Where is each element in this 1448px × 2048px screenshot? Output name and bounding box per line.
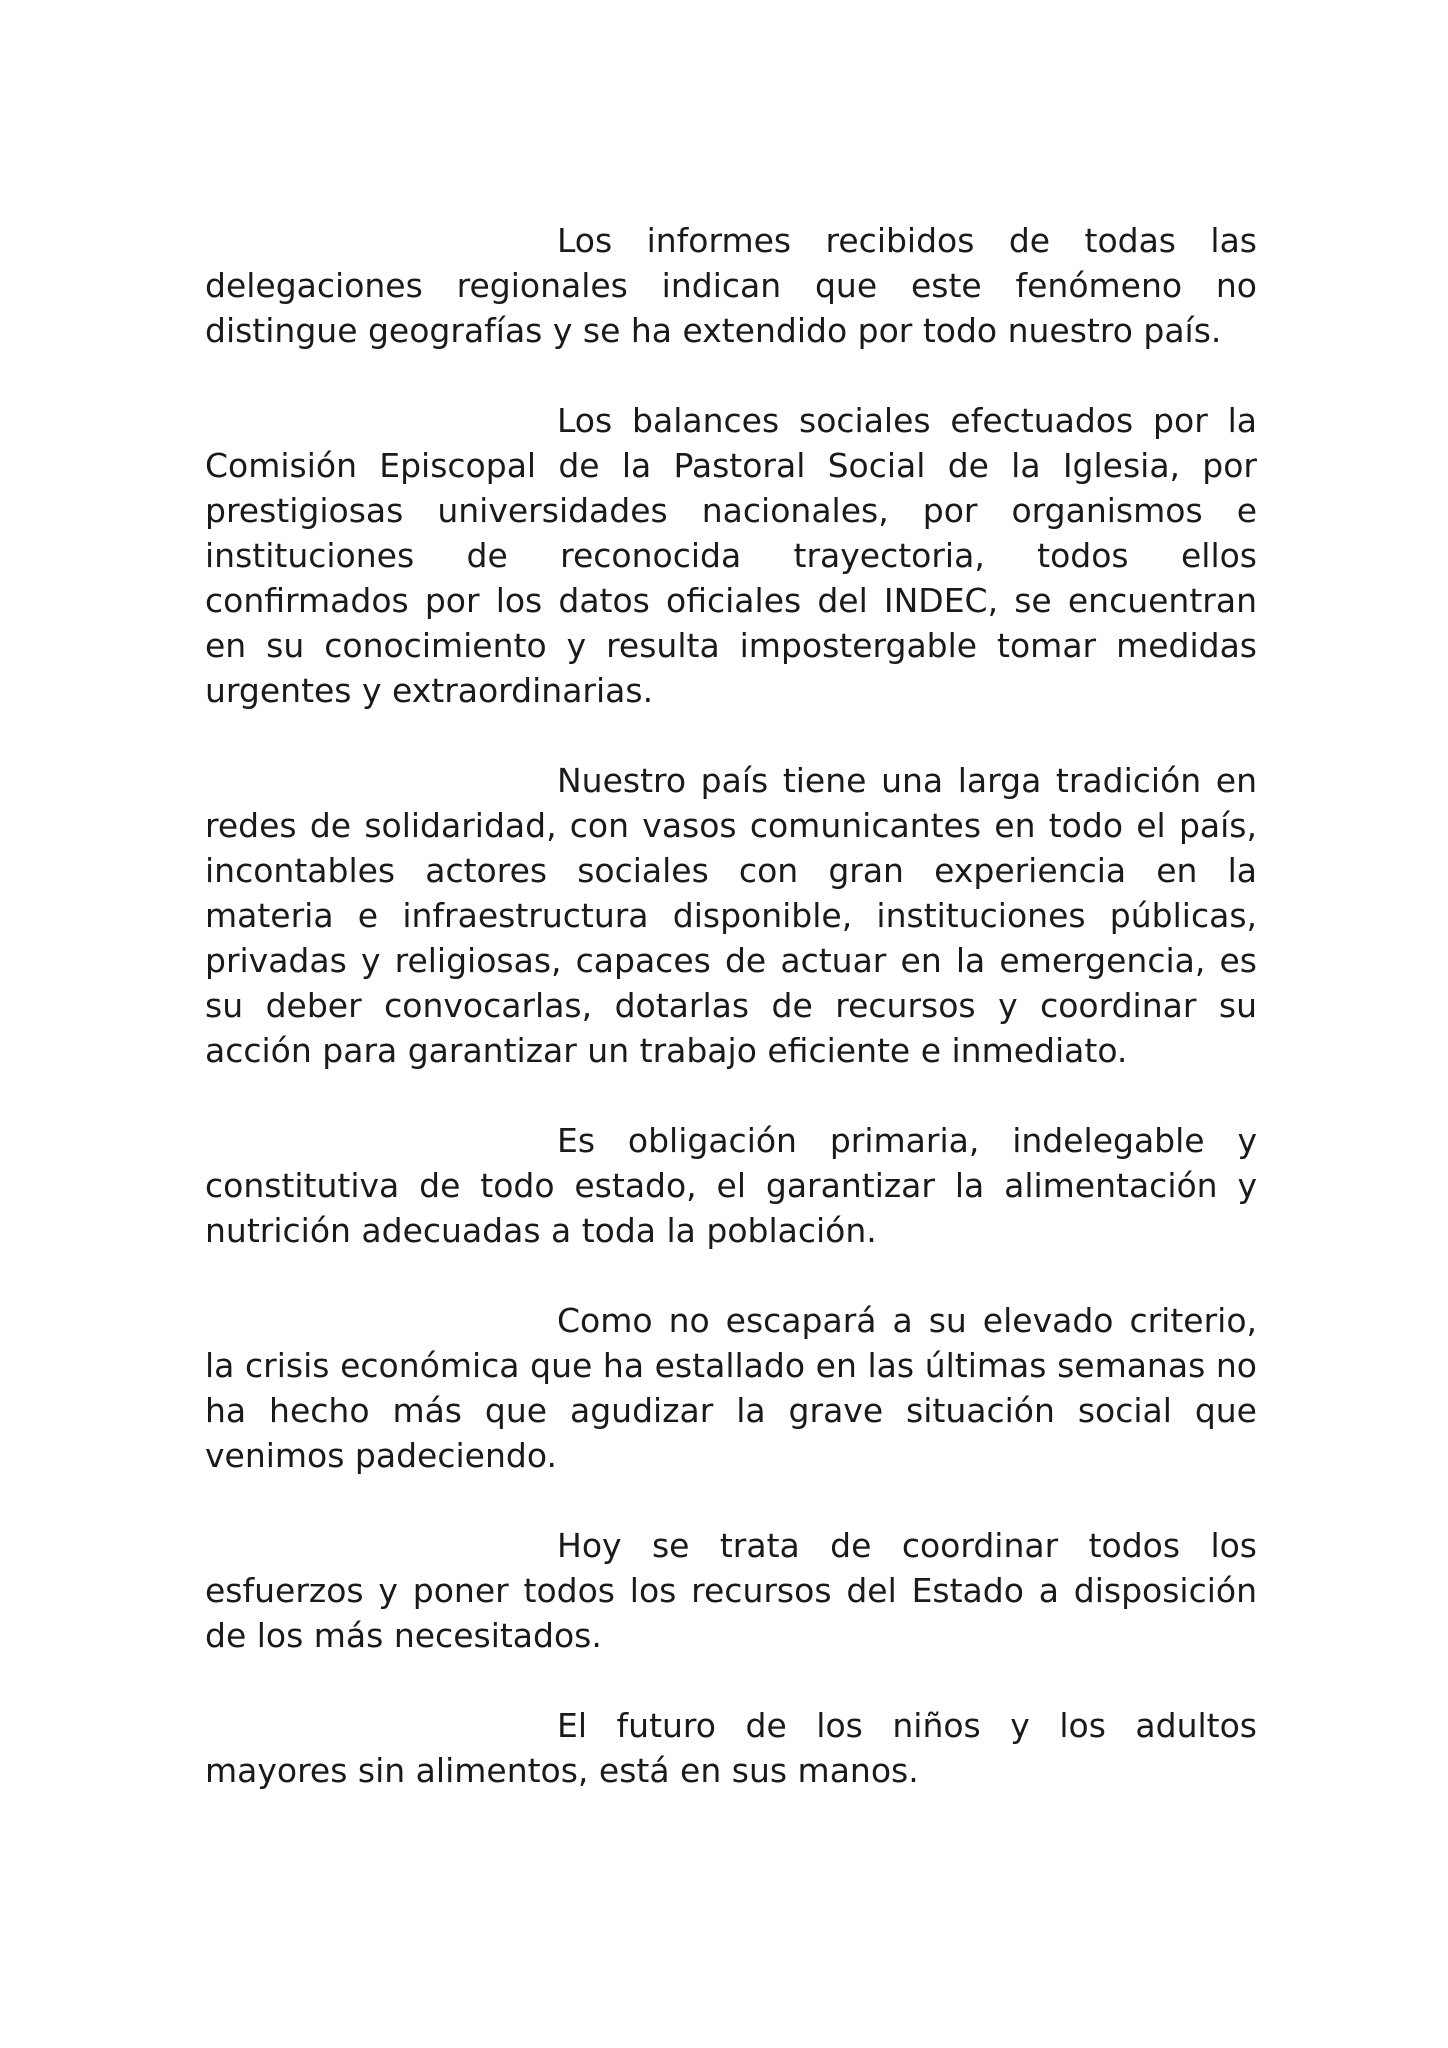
- paragraph-crisis: Como no escapará a su elevado criterio, la crisis económica que ha estallado en las últimas semanas no ha hecho más que agudizar la grave situación social que venimos padeciendo.: [205, 1301, 1257, 1475]
- letter-body: [205, 218, 1257, 1838]
- paragraph-obligacion: Es obligación primaria, indelegable y constitutiva de todo estado, el garantizar la alimentación y nutrición adecuadas a toda la población.: [205, 1121, 1257, 1250]
- paragraph-coordinar: Hoy se trata de coordinar todos los esfuerzos y poner todos los recursos del Estado a disposición de los más necesitados.: [205, 1526, 1257, 1655]
- paragraph-balances: Los balances sociales efectuados por la Comisión Episcopal de la Pastoral Social de la Iglesia, por prestigiosas universidades nacionales, por organismos e instituciones de reconocida trayectoria, todos ellos confirmados por los datos oficiales del INDEC, se encuentran en su conocimiento y resulta impostergable tomar medidas urgentes y extraordinarias.: [205, 401, 1257, 710]
- paragraph-informes: Los informes recibidos de todas las delegaciones regionales indican que este fenómeno no distingue geografías y se ha extendido por todo nuestro país.: [205, 221, 1257, 350]
- paragraph-tradicion: Nuestro país tiene una larga tradición en redes de solidaridad, con vasos comunicantes en todo el país, incontables actores sociales con gran experiencia en la materia e infraestructura disponible, instituciones públicas, privadas y religiosas, capaces de actuar en la emergencia, es su deber convocarlas, dotarlas de recursos y coordinar su acción para garantizar un trabajo eficiente e inmediato.: [205, 761, 1257, 1070]
- paragraph-futuro: El futuro de los niños y los adultos mayores sin alimentos, está en sus manos.: [205, 1706, 1257, 1790]
